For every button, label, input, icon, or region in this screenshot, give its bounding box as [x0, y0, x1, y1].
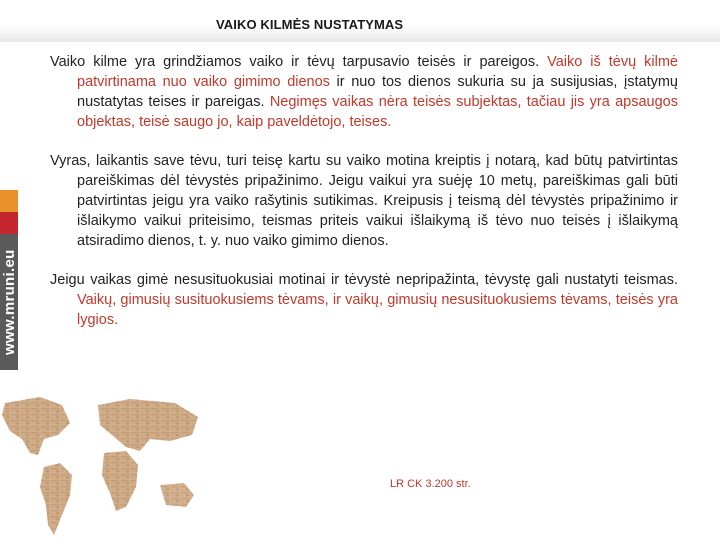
- paragraph-3: [50, 270, 678, 330]
- slide-title: VAIKO KILMĖS NUSTATYMAS: [216, 17, 404, 32]
- strip-orange-block: [0, 190, 18, 212]
- paragraph-3-highlight: Vaikų, gimusių susituokusiems tėvams, ir vaikų, gimusių nesusituokusiems tėvams, teisės yra lygios.: [77, 292, 678, 328]
- strip-red-block: [0, 212, 18, 234]
- title-bar: [0, 0, 720, 42]
- world-map-brick-image: [0, 395, 200, 540]
- paragraph-1-text: Vaiko kilme yra grindžiamos vaiko ir tėvų tarpusavio teisės ir pareigos.: [50, 54, 548, 70]
- paragraph-2-text: Vyras, laikantis save tėvu, turi teisę kartu su vaiko motina kreiptis į notarą, kad būtų patvirtintas pareiškimas dėl tėvystės pripažinimo. Jeigu vaikui yra suėję 10 metų, pareiškimas gali būti patvirtintas jeigu yra vaiko rašytinis sutikimas. Kreipusis į teismą dėl tėvystės pripažinimo ir išlaikymo vaikui priteisimo, teismas priteis vaikui išlaikymą iš tėvo nuo teisės į išlaikymą atsiradimo dienos, t. y. nuo vaiko gimimo dienos.: [50, 153, 678, 249]
- paragraph-1-highlight: Vaiko iš tėvų kilmė patvirtinama nuo vaiko gimimo dienos: [77, 54, 678, 90]
- paragraph-3-text: Jeigu vaikas gimė nesusituokusiai motinai ir tėvystė nepripažinta, tėvystę gali nustatyti teismas.: [50, 272, 678, 288]
- paragraph-2: [50, 151, 678, 251]
- slide-body: [50, 52, 678, 349]
- legal-reference: LR CK 3.200 str.: [390, 478, 471, 490]
- paragraph-1: [50, 52, 678, 132]
- paragraph-1-highlight-2: Negimęs vaikas nėra teisės subjektas, tačiau jis yra apsaugos objektas, teisė saugo jo, kaip paveldėtojo, teises.: [77, 94, 678, 130]
- paragraph-1-text-tail: ir nuo tos dienos sukuria su ja susijusias, įstatymų nustatytas teises ir pareigas.: [77, 74, 678, 110]
- site-url-vertical[interactable]: www.mruni.eu: [1, 249, 18, 355]
